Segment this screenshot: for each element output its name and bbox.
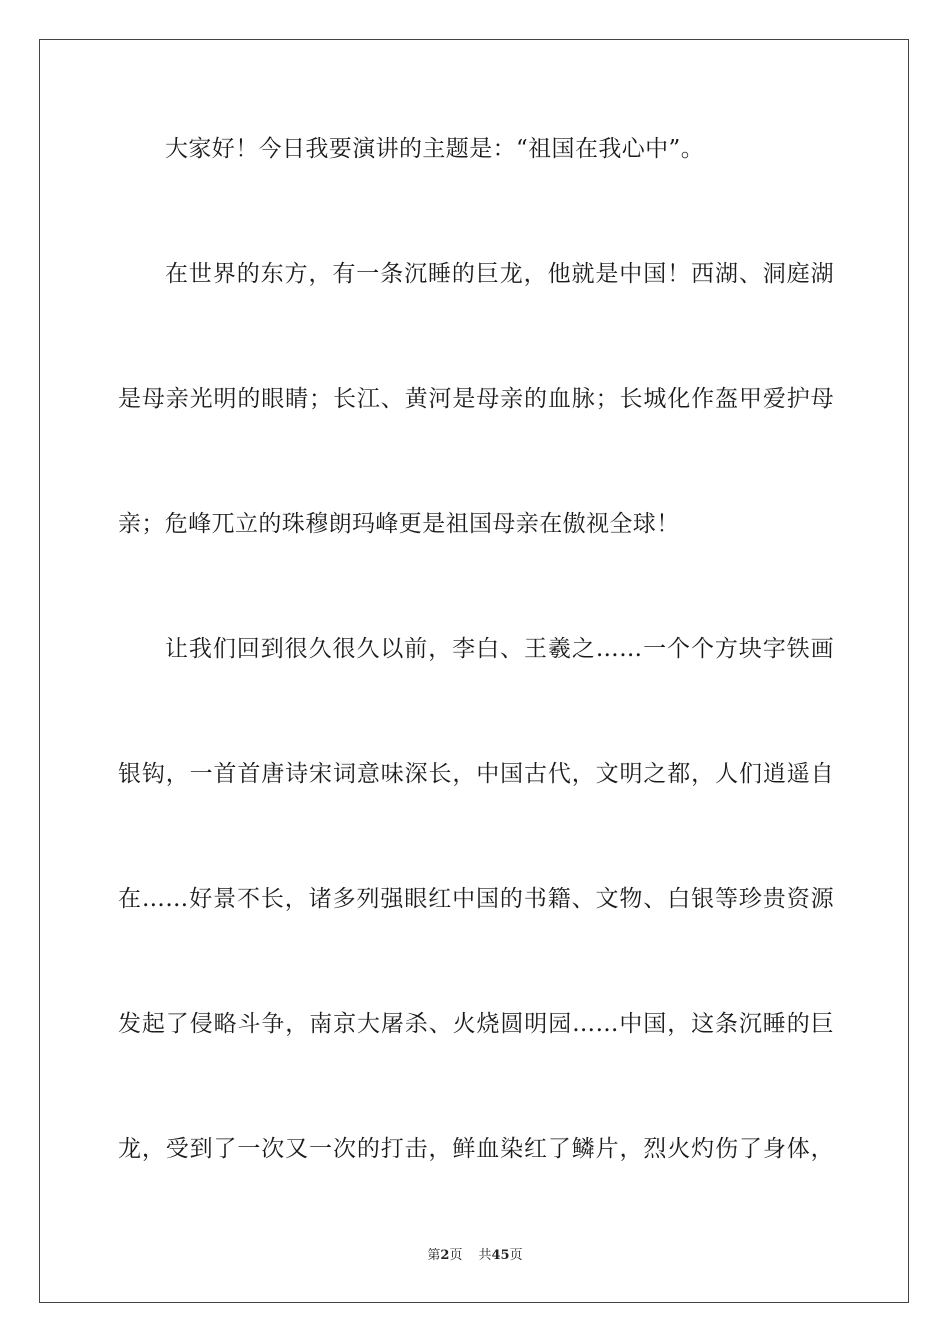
paragraph-2-line-2: 是母亲光明的眼睛；长江、黄河是母亲的血脉；长城化作盔甲爱护母 — [118, 386, 834, 412]
paragraph-1-line-1: 大家好！今日我要演讲的主题是：“祖国在我心中”。 — [165, 136, 705, 162]
footer-page-prefix: 第 — [427, 1248, 441, 1263]
paragraph-3-line-1: 让我们回到很久很久以前，李白、王羲之……一个个方块字铁画 — [165, 636, 834, 662]
footer-total-suffix: 页 — [509, 1248, 523, 1263]
page-footer — [0, 1246, 950, 1266]
footer-total-prefix: 共 — [478, 1248, 492, 1263]
footer-page-suffix: 页 — [449, 1248, 463, 1263]
current-page-number: 2 — [440, 1248, 450, 1263]
paragraph-3-line-5: 龙，受到了一次又一次的打击，鲜血染红了鳞片，烈火灼伤了身体， — [118, 1136, 834, 1162]
paragraph-2-line-1: 在世界的东方，有一条沉睡的巨龙，他就是中国！西湖、洞庭湖 — [165, 261, 834, 287]
total-pages-number: 45 — [491, 1248, 510, 1263]
paragraph-3-line-3: 在……好景不长，诸多列强眼红中国的书籍、文物、白银等珍贵资源 — [118, 886, 834, 912]
page-frame — [39, 39, 909, 1303]
paragraph-3-line-4: 发起了侵略斗争，南京大屠杀、火烧圆明园……中国，这条沉睡的巨 — [118, 1011, 834, 1037]
paragraph-3-line-2: 银钩，一首首唐诗宋词意味深长，中国古代，文明之都，人们逍遥自 — [118, 761, 834, 787]
paragraph-2-line-3: 亲；危峰兀立的珠穆朗玛峰更是祖国母亲在傲视全球！ — [118, 511, 680, 537]
